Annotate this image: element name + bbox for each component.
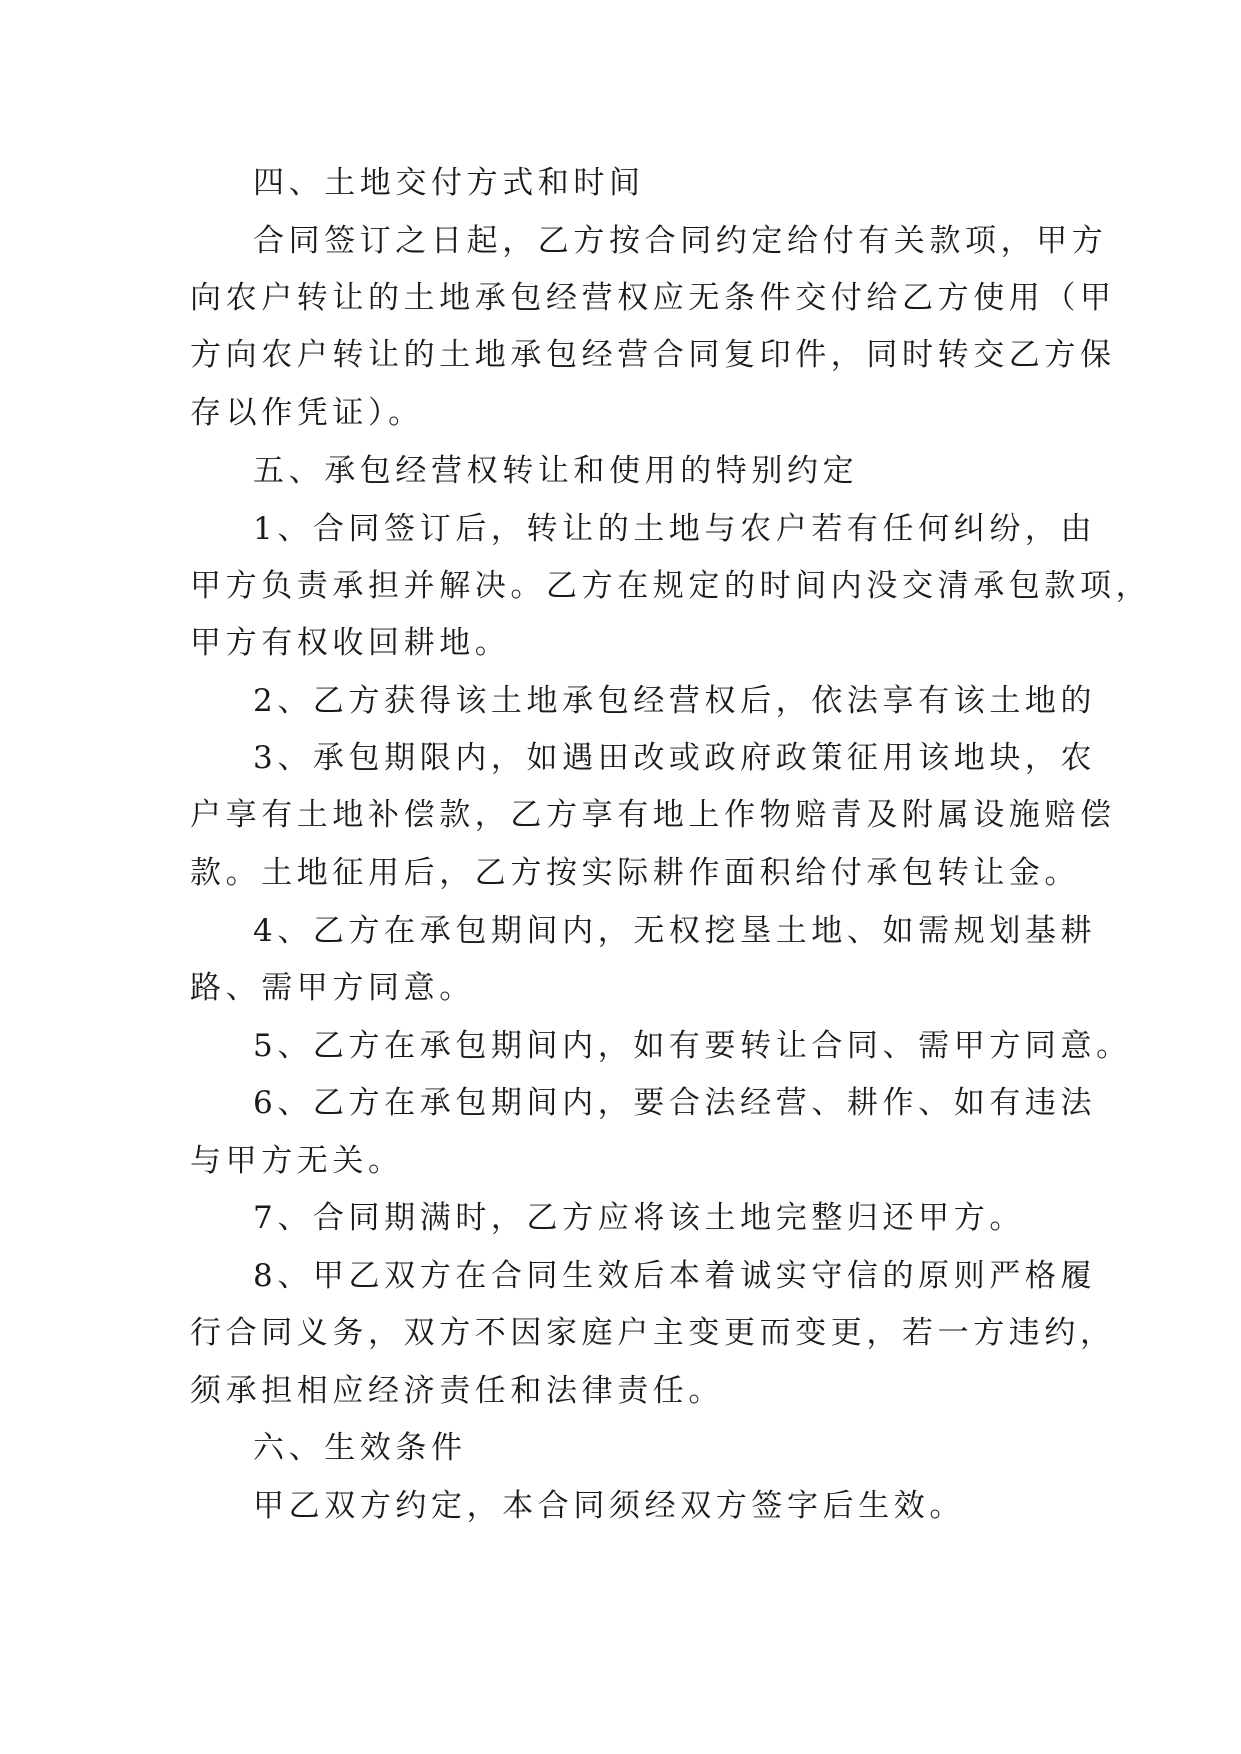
- clause-line: 甲方有权收回耕地。: [190, 625, 511, 661]
- clause-line: 4、乙方在承包期间内，无权挖垦土地、如需规划基耕: [253, 913, 1097, 949]
- clause-line: 8、甲乙双方在合同生效后本着诚实守信的原则严格履: [253, 1258, 1097, 1294]
- clause-line: 款。土地征用后，乙方按实际耕作面积给付承包转让金。: [190, 855, 1080, 891]
- clause-line: 与甲方无关。: [190, 1143, 404, 1179]
- section-heading-land-delivery: 四、土地交付方式和时间: [253, 165, 645, 201]
- clause-line: 甲方负责承担并解决。乙方在规定的时间内没交清承包款项，: [190, 568, 1152, 604]
- clause-line: 行合同义务，双方不因家庭户主变更而变更，若一方违约，: [190, 1315, 1116, 1351]
- clause-line: 7、合同期满时，乙方应将该土地完整归还甲方。: [253, 1200, 1025, 1236]
- clause-line: 3、承包期限内，如遇田改或政府政策征用该地块，农: [253, 740, 1097, 776]
- clause-line: 5、乙方在承包期间内，如有要转让合同、需甲方同意。: [253, 1028, 1132, 1064]
- clause-line: 户享有土地补偿款，乙方享有地上作物赔青及附属设施赔偿: [190, 797, 1116, 833]
- clause-line: 1、合同签订后，转让的土地与农户若有任何纠纷，由: [253, 511, 1097, 547]
- clause-line: 2、乙方获得该土地承包经营权后，依法享有该土地的: [253, 683, 1097, 719]
- paragraph-line: 方向农户转让的土地承包经营合同复印件，同时转交乙方保: [190, 337, 1116, 373]
- clause-line: 6、乙方在承包期间内，要合法经营、耕作、如有违法: [253, 1085, 1097, 1121]
- paragraph-line: 合同签订之日起，乙方按合同约定给付有关款项，甲方: [253, 223, 1108, 259]
- paragraph-line: 甲乙双方约定，本合同须经双方签字后生效。: [253, 1488, 965, 1524]
- paragraph-line: 向农户转让的土地承包经营权应无条件交付给乙方使用（甲: [190, 280, 1116, 316]
- section-heading-special-terms: 五、承包经营权转让和使用的特别约定: [253, 453, 859, 489]
- paragraph-line: 存以作凭证）。: [190, 395, 424, 431]
- section-heading-effective-conditions: 六、生效条件: [253, 1430, 467, 1466]
- clause-line: 路、需甲方同意。: [190, 970, 475, 1006]
- clause-line: 须承担相应经济责任和法律责任。: [190, 1373, 724, 1409]
